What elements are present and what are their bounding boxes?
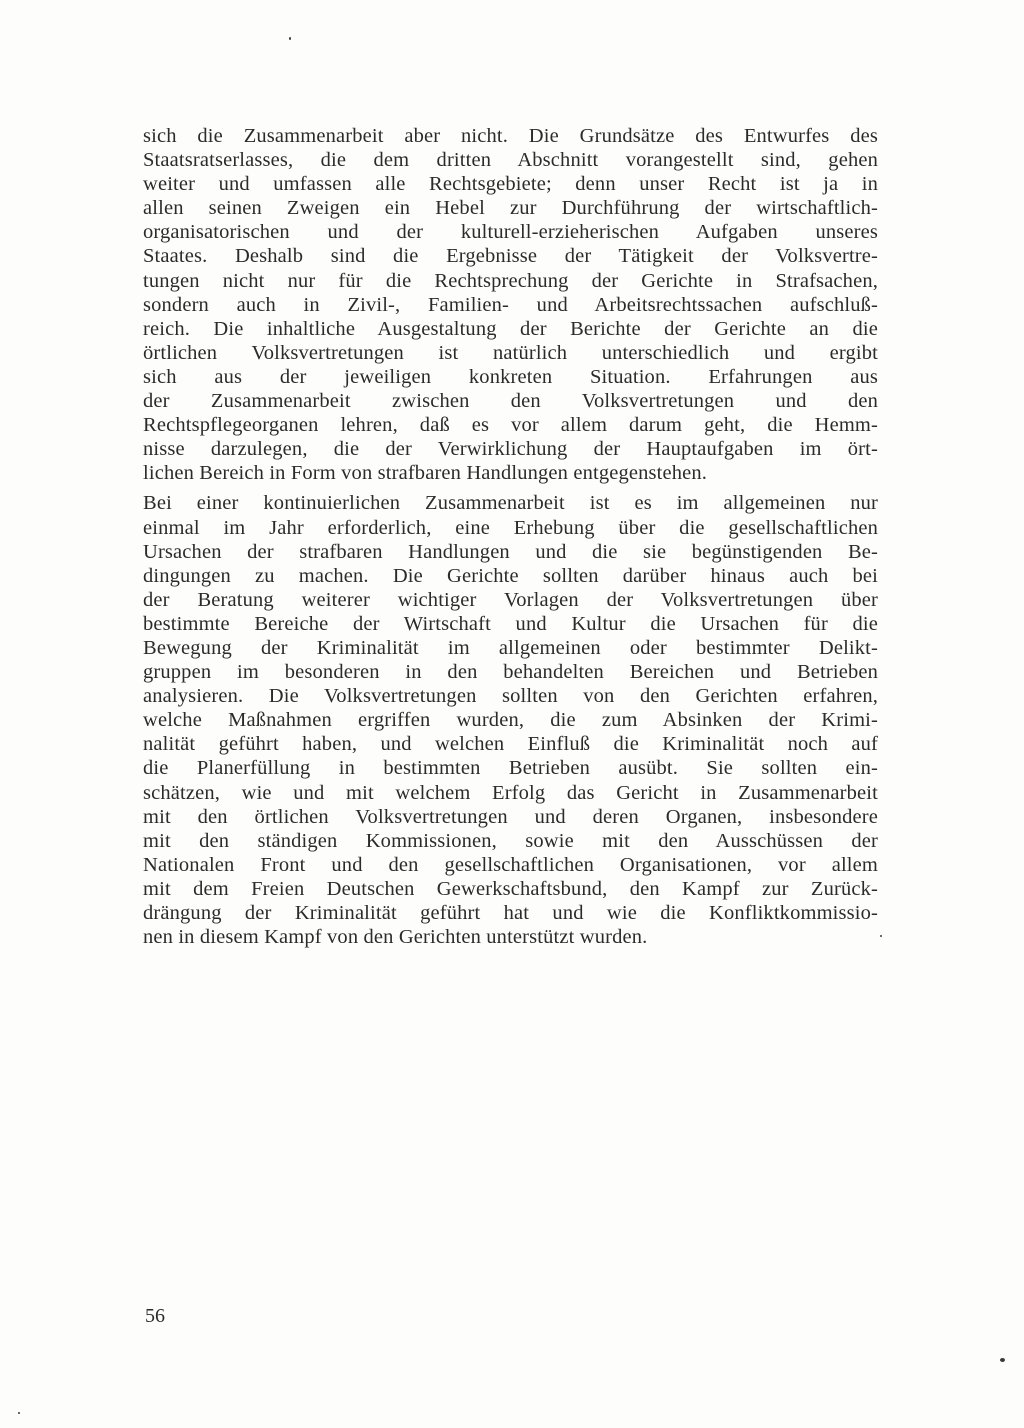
paragraph-1 (143, 124, 878, 485)
paragraph-2 (143, 491, 878, 949)
text-line: der Beratung weiterer wichtiger Vorlagen der Volksvertretungen über (143, 588, 878, 611)
scan-speck (1000, 1358, 1005, 1362)
text-line: Ursachen der strafbaren Handlungen und die sie begünstigenden Be- (143, 540, 878, 563)
text-line: sich die Zusammenarbeit aber nicht. Die Grundsätze des Entwurfes des (143, 125, 878, 147)
text-line: mit den örtlichen Volksvertretungen und deren Organen, insbesondere (143, 805, 878, 828)
text-line: Bewegung der Kriminalität im allgemeinen oder bestimmter Delikt- (143, 636, 878, 659)
text-line: allen seinen Zweigen ein Hebel zur Durchführung der wirtschaftlich- (143, 197, 878, 220)
text-line: Nationalen Front und den gesellschaftlichen Organisationen, vor allem (143, 853, 878, 876)
text-line: drängung der Kriminalität geführt hat und wie die Konfliktkommissio- (143, 902, 878, 924)
text-line: analysieren. Die Volksvertretungen sollten von den Gerichten erfahren, (143, 685, 878, 708)
text-line: lichen Bereich in Form von strafbaren Handlungen entgegenstehen. (143, 462, 708, 485)
text-line: nisse darzulegen, die der Verwirklichung der Hauptaufgaben im ört- (143, 438, 878, 461)
scan-speck (289, 37, 291, 40)
text-line: tungen nicht nur für die Rechtsprechung der Gerichte in Strafsachen, (143, 269, 878, 292)
text-line: schätzen, wie und mit welchem Erfolg das Gericht in Zusammenarbeit (143, 781, 878, 804)
text-line: örtlichen Volksvertretungen ist natürlich unterschiedlich und ergibt (143, 341, 878, 364)
text-line: nalität geführt haben, und welchen Einfluß die Kriminalität noch auf (143, 733, 878, 756)
text-line: sondern auch in Zivil-, Familien- und Arbeitsrechtssachen aufschluß- (143, 293, 878, 316)
text-line: organisatorischen und der kulturell-erzieherischen Aufgaben unseres (143, 221, 878, 244)
page-number: 56 (145, 1305, 165, 1327)
text-line: mit den ständigen Kommissionen, sowie mit den Ausschüssen der (143, 829, 878, 852)
text-line: reich. Die inhaltliche Ausgestaltung der Berichte der Gerichte an die (143, 317, 878, 340)
text-line: der Zusammenarbeit zwischen den Volksvertretungen und den (143, 390, 878, 413)
text-line: nen in diesem Kampf von den Gerichten unterstützt wurden. (143, 926, 648, 949)
text-line: einmal im Jahr erforderlich, eine Erhebung über die gesellschaftlichen (143, 516, 878, 539)
text-line: mit dem Freien Deutschen Gewerkschaftsbund, den Kampf zur Zurück- (143, 877, 878, 900)
body-text (143, 124, 878, 949)
text-line: dingungen zu machen. Die Gerichte sollten darüber hinaus auch bei (143, 564, 878, 587)
scan-speck (18, 1412, 20, 1414)
text-line: Bei einer kontinuierlichen Zusammenarbeit ist es im allgemeinen nur (143, 492, 878, 515)
text-line: bestimmte Bereiche der Wirtschaft und Kultur die Ursachen für die (143, 612, 878, 635)
text-line: gruppen im besonderen in den behandelten Bereichen und Betrieben (143, 661, 878, 684)
text-line: weiter und umfassen alle Rechtsgebiete; denn unser Recht ist ja in (143, 173, 878, 196)
text-line: welche Maßnahmen ergriffen wurden, die zum Absinken der Krimi- (143, 709, 878, 732)
text-line: Staatsratserlasses, die dem dritten Abschnitt vorangestellt sind, gehen (143, 149, 878, 172)
text-line: die Planerfüllung in bestimmten Betrieben ausübt. Sie sollten ein- (143, 757, 878, 780)
text-line: Rechtspflegeorganen lehren, daß es vor allem darum geht, die Hemm- (143, 414, 878, 437)
text-line: sich aus der jeweiligen konkreten Situation. Erfahrungen aus (143, 365, 878, 388)
text-line: Staates. Deshalb sind die Ergebnisse der Tätigkeit der Volksvertre- (143, 245, 878, 268)
scan-speck (880, 935, 882, 937)
